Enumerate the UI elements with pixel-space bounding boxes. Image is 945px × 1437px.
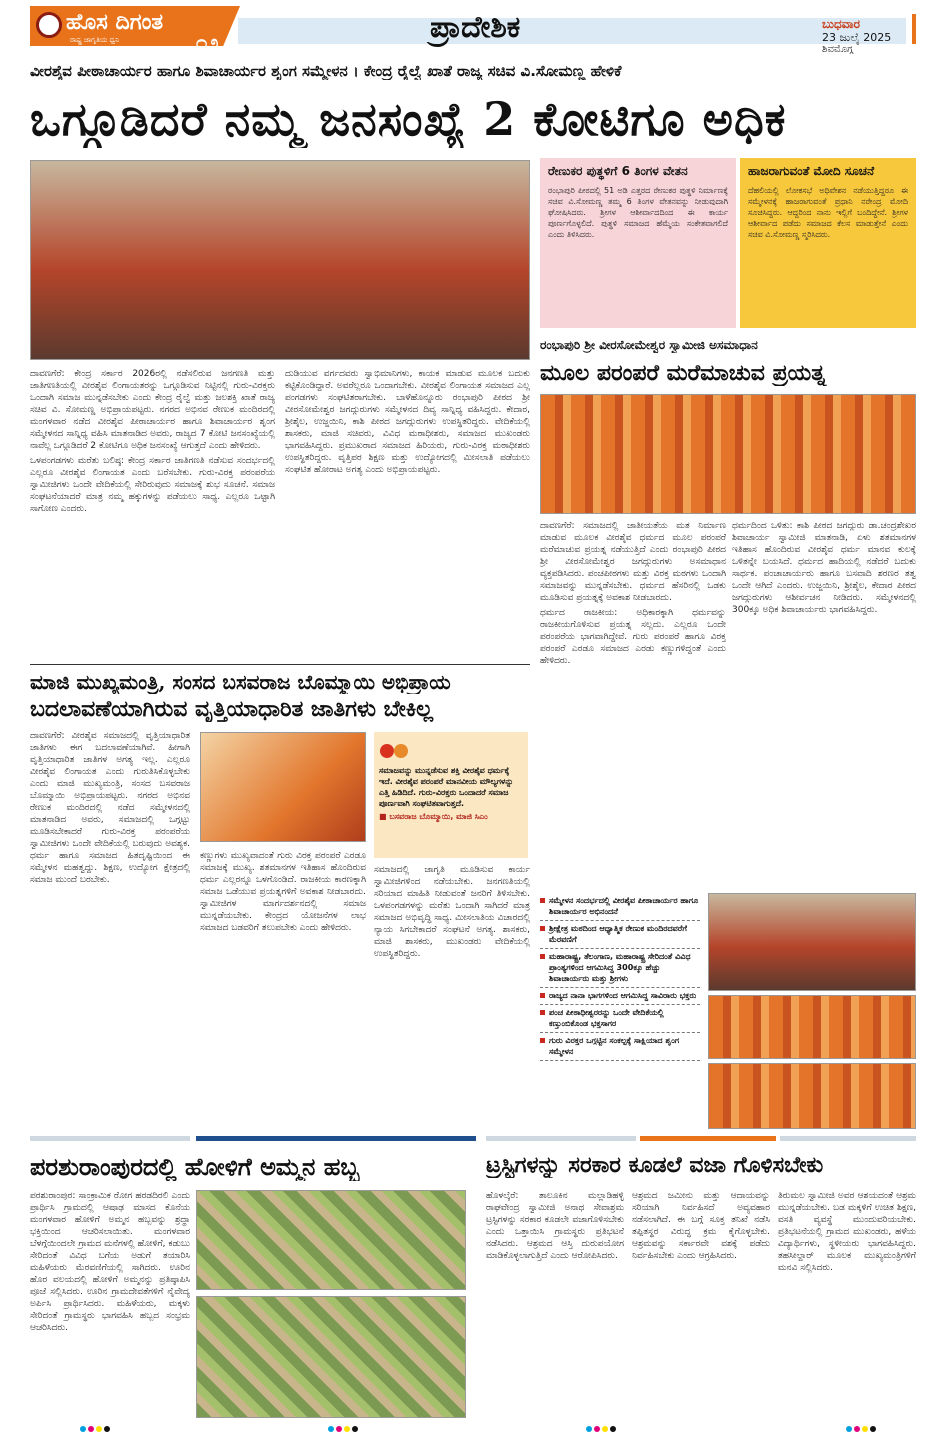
registration-magenta: [336, 1426, 342, 1432]
registration-magenta: [88, 1426, 94, 1432]
swamiji-group-photo: [708, 893, 916, 991]
trustees-column-2: [632, 1190, 770, 1418]
salary-box: [540, 158, 736, 328]
separator-orange: [640, 1136, 776, 1141]
salary-box-title: ರೇಣುಕರ ಪುತ್ಥಳಿಗೆ 6 ತಿಂಗಳ ವೇತನ: [548, 164, 688, 178]
registration-yellow: [344, 1426, 350, 1432]
story2-kicker: ರಂಭಾಪುರಿ ಶ್ರೀ ವೀರಸೋಮೇಶ್ವರ ಸ್ವಾಮೀಜಿ ಅಸಮಾಧಾನ: [540, 338, 758, 352]
separator-grey-right: [780, 1136, 916, 1141]
story2-photo: [540, 394, 916, 514]
trustees-column-3: [778, 1190, 916, 1418]
story2-col1-text: ದಾವಣಗೆರೆ: ಸಮಾಜದಲ್ಲಿ ಜಾತೀಯತೆಯ ಮತ ನಿರ್ಮಾಣ ಮಾಡುವ ಮೂಲಕ ವೀರಶೈವ ಧರ್ಮದ ಮೂಲ ಪರಂಪರೆ ಮರೆಮಾಚುವ ಪ್ರಯತ್ನ ನಡೆಯುತ್ತಿದೆ ಎಂದು ರಂಭಾಪುರಿ ಪೀಠದ ಶ್ರೀ ವೀರಸೋಮೇಶ್ವರ ಜಗದ್ಗುರುಗಳು ಅಸಮಾಧಾನ ವ್ಯಕ್ತಪಡಿಸಿದರು. ಪಂಚಪೀಠಗಳು ಮತ್ತು ವಿರಕ್ತ ಮಠಗಳು ಒಂದಾಗಿ ಸಮಾಜವನ್ನು ಮುನ್ನಡೆಸಬೇಕು. ಧರ್ಮದ ಹೆಸರಿನಲ್ಲಿ ಒಡಕು ಮೂಡಿಸುವ ಪ್ರಯತ್ನಕ್ಕೆ ಅವಕಾಶ ನೀಡಬಾರದು.: [540, 521, 726, 603]
story2-column-2: [732, 520, 916, 880]
highlights-list: [540, 893, 700, 1061]
registration-magenta: [594, 1426, 600, 1432]
story3-col2-text: ಕಣ್ಣುಗಳು ಮುಖ್ಯವಾದಂತೆ ಗುರು ವಿರಕ್ತ ಪರಂಪರೆ ಎರಡೂ ಸಮಾಜಕ್ಕೆ ಮುಖ್ಯ. ಶತಮಾನಗಳ ಇತಿಹಾಸ ಹೊಂದಿರುವ ಧರ್ಮ ಎಲ್ಲರನ್ನೂ ಒಳಗೊಂಡಿದೆ. ರಾಜಕೀಯ ಕಾರಣಕ್ಕಾಗಿ ಸಮಾಜ ಒಡೆಯುವ ಪ್ರಯತ್ನಗಳಿಗೆ ಅವಕಾಶ ನೀಡಬಾರದು. ಸ್ವಾಮೀಜಿಗಳ ಮಾರ್ಗದರ್ಶನದಲ್ಲಿ ಸಮಾಜ ಮುನ್ನಡೆಯಬೇಕು. ಕೇಂದ್ರದ ಯೋಜನೆಗಳ ಲಾಭ ಸಮಾಜದ ಬಡವರಿಗೆ ತಲುಪಬೇಕು ಎಂದು ಹೇಳಿದರು.: [200, 851, 366, 933]
highlight-item: ಸಮ್ಮೇಳನ ಸಂದರ್ಭದಲ್ಲಿ ವೀರಶೈವ ಪೀಠಾಚಾರ್ಯರ ಹಾಗೂ ಶಿವಾಚಾರ್ಯರ ಅಭಿನಂದನೆ: [540, 893, 700, 921]
story3-column-2: [200, 850, 366, 1130]
story2-headline: ಮೂಲ ಪರಂಪರೆ ಮರೆಮಾಚುವ ಪ್ರಯತ್ನ: [540, 360, 826, 386]
registration-black: [352, 1426, 358, 1432]
story3-kicker: ಮಾಜಿ ಮುಖ್ಯಮಂತ್ರಿ, ಸಂಸದ ಬಸವರಾಜ ಬೊಮ್ಮಾಯಿ ಅಭಿಪ್ರಾಯ: [30, 670, 451, 694]
story3-headline: ಬದಲಾವಣೆಯಾಗಿರುವ ವೃತ್ತಿಯಾಧಾರಿತ ಜಾತಿಗಳು ಬೇಕಿಲ್ಲ: [30, 696, 434, 722]
separator-grey-left: [30, 1136, 190, 1141]
lead-column-2: [285, 368, 530, 658]
date-day: ಬುಧವಾರ: [822, 17, 860, 31]
holige-text: ಪರಶುರಾಂಪುರ: ಸಾಂಕ್ರಾಮಿಕ ರೋಗ ಹರಡದಿರಲಿ ಎಂದು ಪ್ರಾರ್ಥಿಸಿ ಗ್ರಾಮದಲ್ಲಿ ಆಷಾಢ ಮಾಸದ ಕೊನೆಯ ಮಂಗಳವಾರ ಹೋಳಿಗೆ ಅಮ್ಮನ ಹಬ್ಬವನ್ನು ಶ್ರದ್ಧಾ ಭಕ್ತಿಯಿಂದ ಆಚರಿಸಲಾಯಿತು. ಮಂಗಳವಾರ ಬೆಳಗ್ಗೆಯಿಂದಲೇ ಗ್ರಾಮದ ಮನೆಗಳಲ್ಲಿ ಹೋಳಿಗೆ, ಕಡುಬು ಸೇರಿದಂತೆ ವಿವಿಧ ಬಗೆಯ ಅಡುಗೆ ತಯಾರಿಸಿ ಮಹಿಳೆಯರು ಮೆರವಣಿಗೆಯಲ್ಲಿ ಸಾಗಿದರು. ಊರಿನ ಹೊರ ವಲಯದಲ್ಲಿ ಹೋಳಿಗೆ ಅಮ್ಮನನ್ನು ಪ್ರತಿಷ್ಠಾಪಿಸಿ ಪೂಜೆ ಸಲ್ಲಿಸಿದರು. ಊರಿನ ಗ್ರಾಮದೇವತೆಗಳಿಗೆ ನೈವೇದ್ಯ ಅರ್ಪಿಸಿ ಪ್ರಾರ್ಥಿಸಿದರು. ಮಹಿಳೆಯರು, ಮಕ್ಕಳು ಸೇರಿದಂತೆ ಗ್ರಾಮಸ್ಥರು ಭಾಗವಹಿಸಿ ಹಬ್ಬದ ಸಂಭ್ರಮ ಆಚರಿಸಿದರು.: [30, 1191, 190, 1333]
trustees-col1-text: ಹೊಳಲ್ಕೆರೆ: ತಾಲೂಕಿನ ಮಲ್ಲಾಡಿಹಳ್ಳಿ ರಾಘವೇಂದ್ರ ಸ್ವಾಮೀಜಿ ಅನಾಥ ಸೇವಾಶ್ರಮ ಟ್ರಸ್ಟಿಗಳನ್ನು ಸರಕಾರ ಕೂಡಲೇ ವಜಾಗೊಳಿಸಬೇಕು ಎಂದು ಒತ್ತಾಯಿಸಿ ಗ್ರಾಮಸ್ಥರು ಪ್ರತಿಭಟನೆ ನಡೆಸಿದರು. ಆಶ್ರಮದ ಆಸ್ತಿ ದುರುಪಯೋಗ ಮಾಡಿಕೊಳ್ಳಲಾಗುತ್ತಿದೆ ಎಂದು ಆರೋಪಿಸಿದರು.: [486, 1191, 624, 1261]
modi-box-title: ಹಾಜರಾಗುವಂತೆ ಮೋದಿ ಸೂಚನೆ: [748, 164, 875, 178]
story2-column-1: [540, 520, 726, 880]
registration-cyan: [80, 1426, 86, 1432]
registration-magenta: [854, 1426, 860, 1432]
story2-col1b-text: ಧರ್ಮದ ರಾಜಕೀಯ: ಅಧಿಕಾರಕ್ಕಾಗಿ ಧರ್ಮವನ್ನು ರಾಜಕೀಯಗೊಳಿಸುವ ಪ್ರಯತ್ನ ಸಲ್ಲದು. ಎಲ್ಲರೂ ಒಂದೇ ಪರಂಪರೆಯ ಭಾಗವಾಗಿದ್ದೇವೆ. ಗುರು ಪರಂಪರೆ ಹಾಗೂ ವಿರಕ್ತ ಪರಂಪರೆ ಎರಡೂ ಸಮಾಜದ ಎರಡು ಕಣ್ಣುಗಳಿದ್ದಂತೆ ಎಂದು ಹೇಳಿದರು.: [540, 608, 726, 666]
logo-emblem-icon: [36, 12, 62, 38]
lead-column-1: [30, 368, 275, 658]
story2-col2-text: ಧರ್ಮದಿಂದ ಒಳಿತು: ಕಾಶಿ ಪೀಠದ ಜಗದ್ಗುರು ಡಾ.ಚಂದ್ರಶೇಖರ ಶಿವಾಚಾರ್ಯ ಸ್ವಾಮೀಜಿ ಮಾತನಾಡಿ, ಏಳು ಶತಮಾನಗಳ ಇತಿಹಾಸ ಹೊಂದಿರುವ ವೀರಶೈವ ಧರ್ಮ ಮಾನವ ಕುಲಕ್ಕೆ ಒಳಿತನ್ನೇ ಬಯಸಿದೆ. ಧರ್ಮದ ಹಾದಿಯಲ್ಲಿ ನಡೆದರೆ ಬದುಕು ಸಾರ್ಥಕ. ಪಂಚಾಚಾರ್ಯರು ಹಾಗೂ ಬಸವಾದಿ ಶರಣರ ತತ್ವ ಒಂದೇ ಆಗಿದೆ ಎಂದರು. ಉಜ್ಜಯಿನಿ, ಶ್ರೀಶೈಲ, ಕೇದಾರ ಪೀಠದ ಜಗದ್ಗುರುಗಳು ಆಶೀರ್ವಚನ ನೀಡಿದರು. ಸಮ್ಮೇಳನದಲ್ಲಿ 300ಕ್ಕೂ ಅಧಿಕ ಶಿವಾಚಾರ್ಯರು ಭಾಗವಹಿಸಿದ್ದರು.: [732, 521, 916, 615]
devotees-photo: [708, 995, 916, 1059]
lead-col1b-text: ಒಳಪಂಗಡಗಳು ಮರೆತು ಬಲಿಷ್ಠ: ಕೇಂದ್ರ ಸರ್ಕಾರ ಜಾತಿಗಣತಿ ನಡೆಸುವ ಸಂದರ್ಭದಲ್ಲಿ ಎಲ್ಲರೂ ವೀರಶೈವ ಲಿಂಗಾಯತ ಎಂದು ಬರೆಸಬೇಕು. ಗುರು-ವಿರಕ್ತ ಪರಂಪರೆಯ ಸ್ವಾಮೀಜಿಗಳು ಒಂದೇ ವೇದಿಕೆಯಲ್ಲಿ ಸೇರಿರುವುದು ಸಮಾಜಕ್ಕೆ ಶುಭ ಸೂಚನೆ. ಸಮಾಜ ಸಂಘಟನೆಯಾದರೆ ಮಾತ್ರ ನಮ್ಮ ಹಕ್ಕುಗಳನ್ನು ಪಡೆಯಲು ಸಾಧ್ಯ. ಎಲ್ಲರೂ ಒಟ್ಟಾಗಿ ಸಾಗೋಣ ಎಂದರು.: [30, 456, 275, 514]
quote-mark-icon: [379, 737, 409, 761]
holige-photo-1: [196, 1190, 466, 1290]
masthead: [0, 0, 945, 55]
page-number: ೧೨: [196, 30, 219, 54]
separator-grey-mid: [486, 1136, 636, 1141]
separator-blue: [196, 1136, 476, 1141]
bommai-photo: [200, 732, 366, 842]
registration-yellow: [862, 1426, 868, 1432]
lead-col1-text: ದಾವಣಗೆರೆ: ಕೇಂದ್ರ ಸರ್ಕಾರ 2026ರಲ್ಲಿ ನಡೆಸಲಿರುವ ಜನಗಣತಿ ಮತ್ತು ಜಾತಿಗಣತಿಯಲ್ಲಿ ವೀರಶೈವ ಲಿಂಗಾಯತರನ್ನು ಒಗ್ಗೂಡಿಸುವ ನಿಟ್ಟಿನಲ್ಲಿ ಗುರು-ವಿರಕ್ತರು ಒಂದಾಗಿ ಸಮಾಜ ಮುನ್ನಡೆಸಬೇಕು ಎಂದು ಕೇಂದ್ರ ರೈಲ್ವೆ ಮತ್ತು ಜಲಶಕ್ತಿ ಖಾತೆ ರಾಜ್ಯ ಸಚಿವ ವಿ. ಸೋಮಣ್ಣ ಅಭಿಪ್ರಾಯಪಟ್ಟರು. ನಗರದ ಅಭಿನವ ರೇಣುಕ ಮಂದಿರದಲ್ಲಿ ಮಂಗಳವಾರ ನಡೆದ ವೀರಶೈವ ಪೀಠಾಚಾರ್ಯರ ಹಾಗೂ ಶಿವಾಚಾರ್ಯರ ಶೃಂಗ ಸಮ್ಮೇಳನದ ಸಾನ್ನಿಧ್ಯ ವಹಿಸಿ ಮಾತನಾಡಿದ ಅವರು, ರಾಜ್ಯದ 7 ಕೋಟಿ ಜನಸಂಖ್ಯೆಯಲ್ಲಿ ನಾವೆಲ್ಲ ಒಗ್ಗೂಡಿದರೆ 2 ಕೋಟಿಗೂ ಅಧಿಕ ಜನಸಂಖ್ಯೆ ಆಗುತ್ತದೆ ಎಂದು ಹೇಳಿದರು.: [30, 369, 275, 451]
quote-text: ಸಮಾಜವನ್ನು ಮುನ್ನಡೆಸುವ ಶಕ್ತಿ ವೀರಶೈವ ಧರ್ಮಕ್ಕೆ ಇದೆ. ವೀರಶೈವ ಪರಂಪರೆ ಮಾನವೀಯ ಮೌಲ್ಯಗಳನ್ನು ಎತ್ತಿ ಹಿಡಿದಿದೆ. ಗುರು-ವಿರಕ್ತರು ಒಂದಾದರೆ ಸಮಾಜ ಪೂರ್ಣವಾಗಿ ಸಂಘಟಿತವಾಗುತ್ತದೆ.: [379, 766, 514, 808]
trustees-col2-text: ಆಶ್ರಮದ ಜಮೀನು ಮತ್ತು ಆದಾಯವನ್ನು ಸರಿಯಾಗಿ ನಿರ್ವಹಿಸದೆ ಅವ್ಯವಹಾರ ನಡೆಸಲಾಗಿದೆ. ಈ ಬಗ್ಗೆ ಸೂಕ್ತ ತನಿಖೆ ನಡೆಸಿ ತಪ್ಪಿತಸ್ಥರ ವಿರುದ್ಧ ಕ್ರಮ ಕೈಗೊಳ್ಳಬೇಕು. ಆಶ್ರಮವನ್ನು ಸರ್ಕಾರವೇ ವಶಕ್ಕೆ ಪಡೆದು ನಿರ್ವಹಿಸಬೇಕು ಎಂದು ಆಗ್ರಹಿಸಿದರು.: [632, 1191, 770, 1261]
registration-cyan: [586, 1426, 592, 1432]
highlight-item: ಗುರು ವಿರಕ್ತರ ಒಗ್ಗಟ್ಟಿನ ಸಂಕಲ್ಪಕ್ಕೆ ಸಾಕ್ಷಿಯಾದ ಶೃಂಗ ಸಮ್ಮೇಳನ: [540, 1033, 700, 1061]
audience-photo: [708, 1063, 916, 1129]
date-accent-bar: [912, 14, 916, 44]
date-full: 23 ಜುಲೈ 2025: [822, 31, 892, 44]
logo-text: ಹೊಸ ದಿಗಂತ: [66, 10, 164, 35]
highlight-item: ಪಂಚ ಪೀಠಾಧೀಶ್ವರರನ್ನು ಒಂದೇ ವೇದಿಕೆಯಲ್ಲಿ ಕಣ್ತುಂಬಿಕೊಂಡ ಭಕ್ತಸಾಗರ: [540, 1005, 700, 1033]
story3-col1-text: ದಾವಣಗೆರೆ: ವೀರಶೈವ ಸಮಾಜದಲ್ಲಿ ವೃತ್ತಿಯಾಧಾರಿತ ಜಾತಿಗಳು ಈಗ ಬದಲಾವಣೆಯಾಗಿವೆ. ಹೀಗಾಗಿ ವೃತ್ತಿಯಾಧಾರಿತ ಜಾತಿಗಳ ಅಗತ್ಯ ಇಲ್ಲ. ಎಲ್ಲರೂ ವೀರಶೈವ ಲಿಂಗಾಯತ ಎಂದು ಗುರುತಿಸಿಕೊಳ್ಳಬೇಕು ಎಂದು ಮಾಜಿ ಮುಖ್ಯಮಂತ್ರಿ, ಸಂಸದ ಬಸವರಾಜ ಬೊಮ್ಮಾಯಿ ಅಭಿಪ್ರಾಯಪಟ್ಟರು. ನಗರದ ಅಭಿನವ ರೇಣುಕ ಮಂದಿರದಲ್ಲಿ ನಡೆದ ಸಮ್ಮೇಳನದಲ್ಲಿ ಮಾತನಾಡಿದ ಅವರು, ಸಮಾಜದಲ್ಲಿ ಒಗ್ಗಟ್ಟು ಮೂಡಿಸಬೇಕಾದರೆ ಗುರು-ವಿರಕ್ತ ಪರಂಪರೆಯ ಸ್ವಾಮೀಜಿಗಳು ಒಂದೇ ವೇದಿಕೆಯಲ್ಲಿ ಬರುವುದು ಅವಶ್ಯಕ. ಧರ್ಮ ಹಾಗೂ ಸಮಾಜದ ಹಿತದೃಷ್ಟಿಯಿಂದ ಈ ಸಮ್ಮೇಳನ ಮಹತ್ವದ್ದು. ಶಿಕ್ಷಣ, ಉದ್ಯೋಗ ಕ್ಷೇತ್ರದಲ್ಲಿ ಸಮಾಜ ಮುಂದೆ ಬರಬೇಕು.: [30, 731, 190, 885]
trustees-column-1: [486, 1190, 624, 1418]
highlight-item: ರಾಜ್ಯದ ನಾನಾ ಭಾಗಗಳಿಂದ ಆಗಮಿಸಿದ್ದ ಸಾವಿರಾರು ಭಕ್ತರು: [540, 988, 700, 1005]
section-title: ಪ್ರಾದೇಶಿಕ: [430, 10, 521, 45]
registration-cyan: [846, 1426, 852, 1432]
registration-black: [610, 1426, 616, 1432]
modi-box-text: ದೆಹಲಿಯಲ್ಲಿ ಲೋಕಸಭೆ ಅಧಿವೇಶನ ನಡೆಯುತ್ತಿದ್ದರೂ ಈ ಸಮ್ಮೇಳನಕ್ಕೆ ಹಾಜರಾಗುವಂತೆ ಪ್ರಧಾನಿ ನರೇಂದ್ರ ಮೋದಿ ಸೂಚಿಸಿದ್ದರು. ಆದ್ದರಿಂದ ನಾನು ಇಲ್ಲಿಗೆ ಬಂದಿದ್ದೇನೆ. ಶ್ರೀಗಳ ಆಶೀರ್ವಾದ ಪಡೆದು ಸಮಾಜದ ಕೆಲಸ ಮಾಡುತ್ತೇನೆ ಎಂದು ಸಚಿವ ವಿ.ಸೋಮಣ್ಣ ಸ್ಮರಿಸಿದರು.: [748, 186, 908, 239]
registration-black: [104, 1426, 110, 1432]
registration-black: [870, 1426, 876, 1432]
registration-yellow: [602, 1426, 608, 1432]
story3-top-rule: [30, 664, 530, 665]
holige-column: [30, 1190, 190, 1418]
highlight-item: ಮಹಾರಾಷ್ಟ್ರ, ತೆಲಂಗಾಣ, ಮಹಾರಾಷ್ಟ್ರ ಸೇರಿದಂತೆ ವಿವಿಧ ಪ್ರಾಂತ್ಯಗಳಿಂದ ಆಗಮಿಸಿದ್ದ 300ಕ್ಕೂ ಹೆಚ್ಚು ಶಿವಾಚಾರ್ಯರು ಮತ್ತು ಶ್ರೀಗಳು: [540, 949, 700, 988]
lead-kicker: ವೀರಶೈವ ಪೀಠಾಚಾರ್ಯರ ಹಾಗೂ ಶಿವಾಚಾರ್ಯರ ಶೃಂಗ ಸಮ್ಮೇಳನ । ಕೇಂದ್ರ ರೈಲ್ವೆ ಖಾತೆ ರಾಜ್ಯ ಸಚಿವ ವಿ.ಸೋಮಣ್ಣ ಹೇಳಿಕೆ: [30, 62, 622, 80]
registration-yellow: [96, 1426, 102, 1432]
section-band: [238, 18, 906, 44]
lead-col2-text: ದುಡಿಯುವ ವರ್ಗದವರು ಸ್ವಾಭಿಮಾನಿಗಳು, ಕಾಯಕ ಮಾಡುವ ಮೂಲಕ ಬದುಕು ಕಟ್ಟಿಕೊಂಡಿದ್ದಾರೆ. ಅವರೆಲ್ಲರೂ ಒಂದಾಗಬೇಕು. ವೀರಶೈವ ಲಿಂಗಾಯತ ಸಮಾಜದ ಎಲ್ಲ ಪಂಗಡಗಳು ಸಂಘಟಿತರಾಗಬೇಕು. ಬಾಳೆಹೊನ್ನೂರು ರಂಭಾಪುರಿ ಪೀಠದ ಶ್ರೀ ವೀರಸೋಮೇಶ್ವರ ಜಗದ್ಗುರುಗಳು ಸಮ್ಮೇಳನದ ದಿವ್ಯ ಸಾನ್ನಿಧ್ಯ ವಹಿಸಿದ್ದರು. ಕೇದಾರ, ಶ್ರೀಶೈಲ, ಉಜ್ಜಯಿನಿ, ಕಾಶಿ ಪೀಠದ ಜಗದ್ಗುರುಗಳು ಉಪಸ್ಥಿತರಿದ್ದರು. ವೇದಿಕೆಯಲ್ಲಿ ಶಾಸಕರು, ಮಾಜಿ ಸಚಿವರು, ವಿವಿಧ ಮಠಾಧೀಶರು, ಸಮಾಜದ ಮುಖಂಡರು ಭಾಗವಹಿಸಿದ್ದರು. ಪ್ರಮುಖರಾದ ಸಮಾಜದ ಹಿರಿಯರು, ಗುರು-ವಿರಕ್ತ ಮಠಾಧೀಶರು ಉಪಸ್ಥಿತರಿದ್ದರು. ವೃತ್ತಿಪರ ಶಿಕ್ಷಣ ಮತ್ತು ಉದ್ಯೋಗದಲ್ಲಿ ಮೀಸಲಾತಿ ಪಡೆಯಲು ಸಂಘಟಿತ ಹೋರಾಟ ಅಗತ್ಯ ಎಂದು ಅಭಿಪ್ರಾಯಪಟ್ಟರು.: [285, 369, 530, 475]
holige-headline: ಪರಶುರಾಂಪುರದಲ್ಲಿ ಹೋಳಿಗೆ ಅಮ್ಮನ ಹಬ್ಬ: [30, 1152, 360, 1181]
story3-column-1: [30, 730, 190, 1130]
story3-col3-text: ಸಮಾಜದಲ್ಲಿ ಜಾಗೃತಿ ಮೂಡಿಸುವ ಕಾರ್ಯ ಸ್ವಾಮೀಜಿಗಳಿಂದ ನಡೆಯಬೇಕು. ಜನಗಣತಿಯಲ್ಲಿ ಸರಿಯಾದ ಮಾಹಿತಿ ನೀಡುವಂತೆ ಜನರಿಗೆ ತಿಳಿಸಬೇಕು. ಒಳಪಂಗಡಗಳನ್ನು ಮರೆತು ಒಂದಾಗಿ ಸಾಗಿದರೆ ಮಾತ್ರ ಸಮಾಜದ ಅಭಿವೃದ್ಧಿ ಸಾಧ್ಯ. ಮೀಸಲಾತಿಯ ವಿಚಾರದಲ್ಲಿ ನ್ಯಾಯ ಸಿಗಬೇಕಾದರೆ ಸಂಘಟನೆ ಅಗತ್ಯ. ಶಾಸಕರು, ಮಾಜಿ ಶಾಸಕರು, ಮುಖಂಡರು ವೇದಿಕೆಯಲ್ಲಿ ಉಪಸ್ಥಿತರಿದ್ದರು.: [374, 865, 530, 959]
lead-photo: [30, 160, 530, 360]
edition-city: ಶಿವಮೊಗ್ಗ: [822, 44, 854, 55]
logo-tagline: ರಾಷ್ಟ್ರ ಜಾಗೃತಿಯ ಧ್ವನಿ: [70, 36, 120, 44]
quote-box: [374, 732, 528, 858]
salary-box-text: ರಂಭಾಪುರಿ ಪೀಠದಲ್ಲಿ 51 ಅಡಿ ಎತ್ತರದ ರೇಣುಕರ ಪುತ್ಥಳಿ ನಿರ್ಮಾಣಕ್ಕೆ ಸಚಿವ ವಿ.ಸೋಮಣ್ಣ ತಮ್ಮ 6 ತಿಂಗಳ ವೇತನವನ್ನು ನೀಡುವುದಾಗಿ ಘೋಷಿಸಿದರು. ಶ್ರೀಗಳ ಆಶೀರ್ವಾದದಿಂದ ಈ ಕಾರ್ಯ ಪೂರ್ಣಗೊಳ್ಳಲಿದೆ. ಪುತ್ಥಳಿ ಸಮಾಜದ ಹೆಮ್ಮೆಯ ಸಂಕೇತವಾಗಲಿದೆ ಎಂದು ತಿಳಿಸಿದರು.: [548, 186, 728, 239]
lead-headline: ಒಗ್ಗೂಡಿದರೆ ನಮ್ಮ ಜನಸಂಖ್ಯೆ 2 ಕೋಟಿಗೂ ಅಧಿಕ: [30, 92, 787, 146]
quote-attribution: ■ ಬಸವರಾಜ ಬೊಮ್ಮಾಯಿ, ಮಾಜಿ ಸಿಎಂ: [379, 812, 488, 821]
story3-column-3: [374, 864, 530, 1130]
modi-box: [740, 158, 916, 328]
highlight-item: ಶ್ರೀಕ್ಷೇತ್ರ ಮಠದಿಂದ ಆಧ್ಯಾತ್ಮಿಕ ರೇಣುಕ ಮಂದಿರದವರೆಗೆ ಮೆರವಣಿಗೆ: [540, 921, 700, 949]
holige-photo-2: [196, 1296, 466, 1418]
registration-cyan: [328, 1426, 334, 1432]
trustees-col3-text: ತಿರುಮಲ ಸ್ವಾಮೀಜಿ ಅವರ ಆಶಯದಂತೆ ಆಶ್ರಮ ಮುನ್ನಡೆಯಬೇಕು. ಬಡ ಮಕ್ಕಳಿಗೆ ಉಚಿತ ಶಿಕ್ಷಣ, ವಸತಿ ವ್ಯವಸ್ಥೆ ಮುಂದುವರಿಯಬೇಕು. ಪ್ರತಿಭಟನೆಯಲ್ಲಿ ಗ್ರಾಮದ ಮುಖಂಡರು, ಹಳೆಯ ವಿದ್ಯಾರ್ಥಿಗಳು, ಸ್ಥಳೀಯರು ಭಾಗವಹಿಸಿದ್ದರು. ತಹಸೀಲ್ದಾರ್ ಮೂಲಕ ಮುಖ್ಯಮಂತ್ರಿಗಳಿಗೆ ಮನವಿ ಸಲ್ಲಿಸಿದರು.: [778, 1191, 916, 1273]
trustees-headline: ಟ್ರಸ್ಟಿಗಳನ್ನು ಸರಕಾರ ಕೂಡಲೆ ವಜಾ ಗೊಳಿಸಬೇಕು: [486, 1152, 824, 1178]
